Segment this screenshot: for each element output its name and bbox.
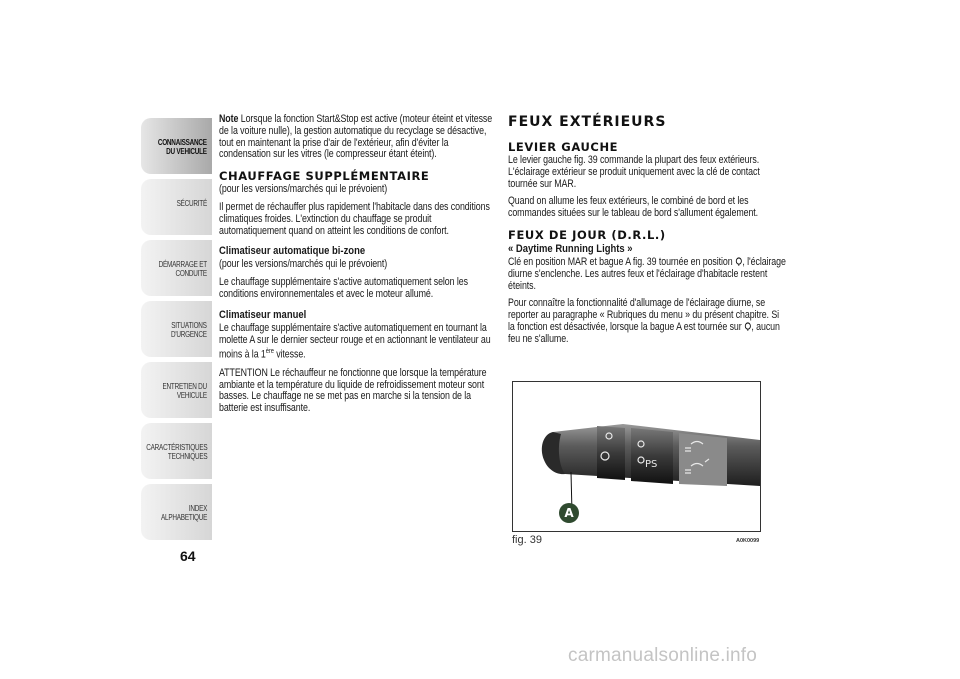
callout-letter: A <box>564 506 574 520</box>
drl-text-2a: Pour connaître la fonctionnalité d'allumage de l'éclairage diurne, se reporter au paragraphe « Rubriques du menu » du présent chapitre. Si la fonction est désactivée, lorsque la bague A est tournée sur <box>508 297 780 333</box>
heating-subtitle: (pour les versions/marchés qui le prévoient) <box>219 183 388 196</box>
manual-climate-title: Climatiseur manuel <box>219 308 307 321</box>
tab-connaissance-du-vehicule[interactable] <box>141 118 212 174</box>
drl-text-1 <box>508 257 788 292</box>
drl-title: FEUX DE JOUR (D.R.L.) <box>508 227 666 242</box>
tab-situations-d-urgence[interactable] <box>141 301 212 357</box>
tab-securite[interactable] <box>141 179 212 235</box>
note-paragraph <box>219 114 497 161</box>
tab-entretien-du-vehicule[interactable] <box>141 362 212 418</box>
auto-climate-subtitle: (pour les versions/marchés qui le prévoient) <box>219 258 388 271</box>
lever-text-2: Quand on allume les feux extérieurs, le combiné de bord et les commandes situées sur le tableau de bord s'allument également. <box>508 195 759 220</box>
tab-index-alphabetique[interactable] <box>141 484 212 540</box>
tab-label: CONNAISSANCE DU VEHICULE <box>157 138 207 156</box>
auto-climate-title: Climatiseur automatique bi-zone <box>219 245 366 258</box>
figure-caption: fig. 39 <box>512 534 542 546</box>
watermark: carmanualsonline.info <box>568 645 758 666</box>
section-title: FEUX EXTÉRIEURS <box>508 114 667 130</box>
tab-demarrage-et-conduite[interactable] <box>141 240 212 296</box>
attention-text: ATTENTION Le réchauffeur ne fonctionne que lorsque la température ambiante et la température du liquide de refroidissement moteur sont basses. Le chauffage ne se met pas en marche si la tension de la batterie est insuffisante. <box>219 366 487 415</box>
lever-title: LEVIER GAUCHE <box>508 140 619 154</box>
note-label: Note <box>219 113 239 125</box>
auto-climate-text: Le chauffage supplémentaire s'active automatiquement selon les conditions environnementales et avec le moteur allumé. <box>219 276 468 300</box>
figure-code: A0K0099 <box>736 538 760 544</box>
tab-label: INDEX ALPHABETIQUE <box>160 504 207 522</box>
tab-caracteristiques-techniques[interactable] <box>141 423 212 479</box>
light-stalk-illustration <box>513 382 760 531</box>
drl-text-2b: , aucun feu ne s'allume. <box>508 320 780 345</box>
heating-title: CHAUFFAGE SUPPLÉMENTAIRE <box>219 169 430 184</box>
tab-label: ENTRETIEN DU VEHICULE <box>162 382 207 400</box>
page-number: 64 <box>180 548 196 564</box>
heating-text: Il permet de réchauffer plus rapidement l'habitacle dans des conditions climatiques froides. L'extinction du chauffage se produit automatiquement quand on atteint les conditions de confort. <box>219 200 490 237</box>
ps-label: PS <box>645 459 658 470</box>
drl-text-2 <box>508 298 788 345</box>
tab-label: SITUATIONS D'URGENCE <box>171 321 207 339</box>
position-o-icon <box>735 257 742 266</box>
position-o-icon <box>744 322 751 331</box>
ring-b <box>631 428 673 484</box>
left-column <box>219 114 497 421</box>
manual-text-b: vitesse. <box>273 348 306 361</box>
chapter-tabs <box>141 118 212 545</box>
note-text: Lorsque la fonction Start&Stop est active (moteur éteint et vitesse de la voiture nulle), la gestion automatique du recyclage se désactive, tout en maintenant la prise d'air de l'extérieur, afin d'éviter la condensation sur les vitres (le compresseur étant éteint). <box>219 113 493 161</box>
drl-subtitle: « Daytime Running Lights » <box>508 242 633 255</box>
manual-sup: ère <box>265 348 274 356</box>
tab-label: DÉMARRAGE ET CONDUITE <box>158 260 207 278</box>
manual-text-a: Le chauffage supplémentaire s'active automatiquement en tournant la molette A sur le dernier secteur rouge et en actionnant le ventilateur au moins à la 1 <box>219 321 491 361</box>
lever-text-1: Le levier gauche fig. 39 commande la plupart des feux extérieurs. L'éclairage extérieur se produit uniquement avec la clé de contact tournée sur MAR. <box>508 154 760 190</box>
tab-label: CARACTÉRISTIQUES TECHNIQUES <box>145 443 207 461</box>
figure-39 <box>512 381 761 532</box>
drl-text-1b: , l'éclairage diurne s'enclenche. Les autres feux et l'éclairage d'habitacle restent éteints. <box>508 255 786 292</box>
right-column <box>508 114 788 352</box>
ring-c <box>679 433 727 486</box>
drl-text-1a: Clé en position MAR et bague A fig. 39 tournée en position <box>508 255 733 268</box>
tab-label: SÉCURITÉ <box>176 199 207 208</box>
manual-climate-text <box>219 323 497 362</box>
